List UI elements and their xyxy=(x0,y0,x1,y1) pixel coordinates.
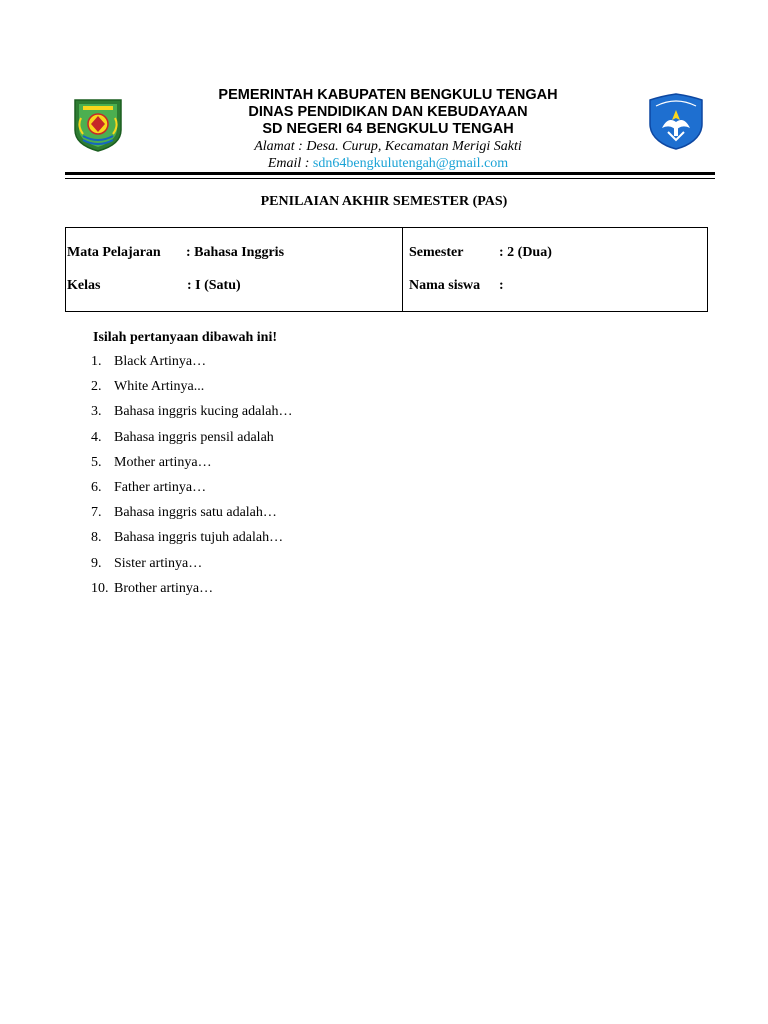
question-text: Bahasa inggris tujuh adalah… xyxy=(114,530,284,546)
letterhead-email xyxy=(150,155,626,172)
question-text: Father artinya… xyxy=(114,479,207,495)
exam-title: PENILAIAN AKHIR SEMESTER (PAS) xyxy=(260,194,508,209)
question-text: Mother artinya… xyxy=(114,454,212,470)
letterhead xyxy=(150,87,626,172)
question-item xyxy=(91,555,292,580)
question-number: 4. xyxy=(91,429,102,445)
class-value: : I (Satu) xyxy=(187,278,241,293)
question-list xyxy=(91,353,292,605)
email-link[interactable]: sdn64bengkulutengah@gmail.com xyxy=(312,156,509,171)
question-text: Brother artinya… xyxy=(114,580,214,596)
question-text: Bahasa inggris kucing adalah… xyxy=(114,404,293,420)
semester-value: : 2 (Dua) xyxy=(499,245,552,260)
letterhead-rule-thin xyxy=(65,178,715,179)
letterhead-government: PEMERINTAH KABUPATEN BENGKULU TENGAH xyxy=(218,87,558,103)
question-item xyxy=(91,353,292,378)
question-item xyxy=(91,580,292,605)
question-text: White Artinya... xyxy=(114,379,205,395)
letterhead-rule-thick xyxy=(65,172,715,175)
subject-value: : Bahasa Inggris xyxy=(186,245,285,260)
letterhead-address: Alamat : Desa. Curup, Kecamatan Merigi Sakti xyxy=(254,139,522,154)
semester-label: Semester xyxy=(409,245,464,260)
question-number: 3. xyxy=(91,404,102,420)
question-number: 10. xyxy=(91,580,109,596)
student-name-value: : xyxy=(499,278,504,293)
regency-emblem-icon xyxy=(71,96,125,152)
question-number: 8. xyxy=(91,530,102,546)
question-number: 5. xyxy=(91,454,102,470)
question-item xyxy=(91,479,292,504)
class-label: Kelas xyxy=(67,278,101,293)
question-number: 9. xyxy=(91,555,102,571)
letterhead-school: SD NEGERI 64 BENGKULU TENGAH xyxy=(262,121,514,137)
question-text: Bahasa inggris pensil adalah xyxy=(114,429,274,445)
question-item xyxy=(91,378,292,403)
question-item xyxy=(91,529,292,554)
instruction-text: Isilah pertanyaan dibawah ini! xyxy=(93,330,277,345)
letterhead-department: DINAS PENDIDIKAN DAN KEBUDAYAAN xyxy=(248,104,528,120)
question-item xyxy=(91,504,292,529)
question-text: Bahasa inggris satu adalah… xyxy=(114,505,277,521)
student-info-table xyxy=(65,227,708,312)
question-number: 2. xyxy=(91,379,102,395)
subject-label: Mata Pelajaran xyxy=(67,245,161,260)
student-name-label: Nama siswa xyxy=(409,278,481,293)
question-number: 1. xyxy=(91,354,102,369)
question-item xyxy=(91,454,292,479)
question-number: 7. xyxy=(91,505,102,521)
question-number: 6. xyxy=(91,479,102,495)
info-table-divider xyxy=(402,228,403,311)
question-item xyxy=(91,429,292,454)
question-text: Sister artinya… xyxy=(114,555,203,571)
question-text: Black Artinya… xyxy=(114,354,207,369)
email-label: Email : xyxy=(267,156,313,171)
question-item xyxy=(91,403,292,428)
tut-wuri-handayani-icon xyxy=(646,92,706,150)
